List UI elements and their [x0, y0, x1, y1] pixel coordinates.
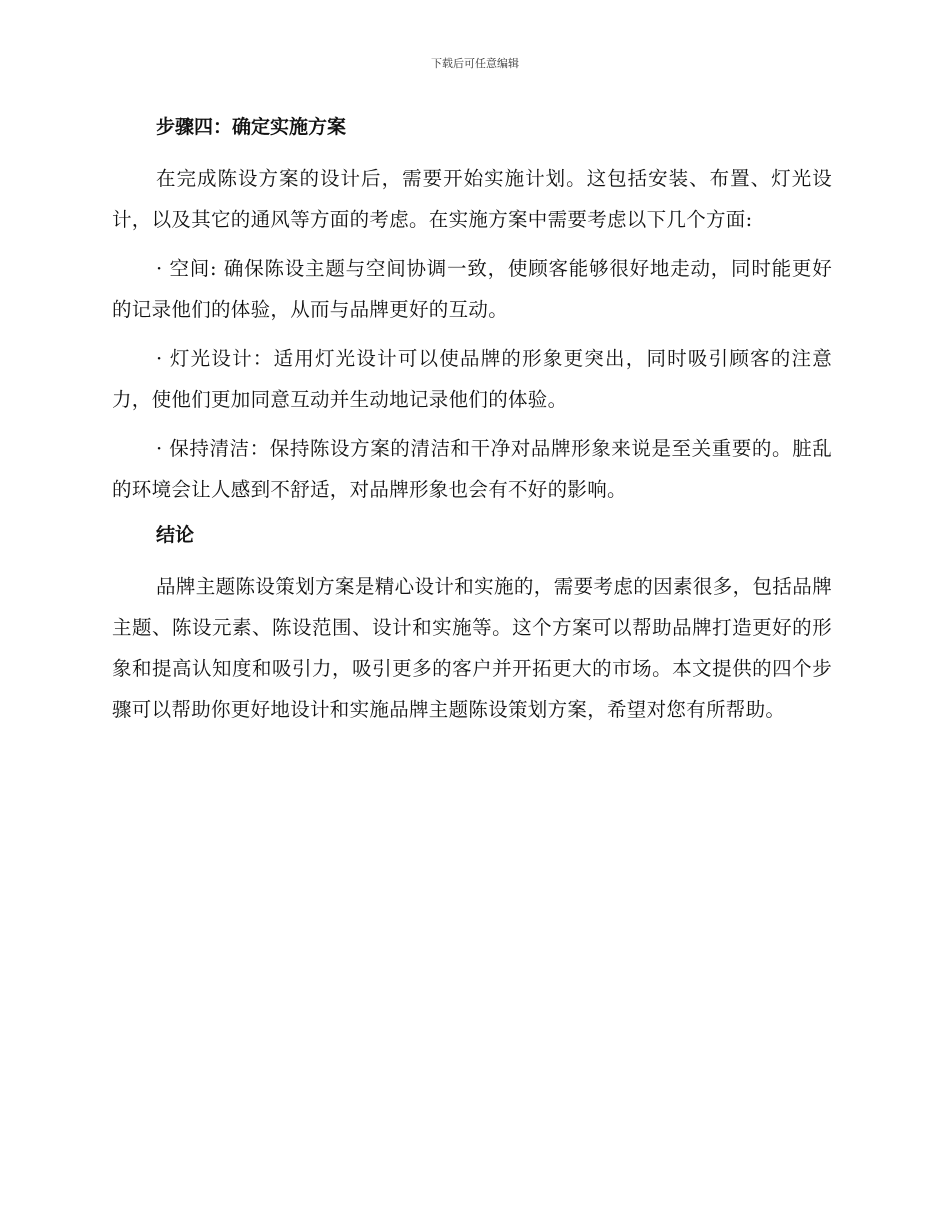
header-note: 下载后可任意编辑: [431, 57, 519, 70]
conclusion-heading: 结论: [156, 524, 195, 546]
document-body: [112, 110, 832, 738]
conclusion-paragraph: 品牌主题陈设策划方案是精心设计和实施的，需要考虑的因素很多，包括品牌主题、陈设元素、陈设范围、设计和实施等。这个方案可以帮助品牌打造更好的形象和提高认知度和吸引力，吸引更多的客户并开拓更大的市场。本文提供的四个步骤可以帮助你更好地设计和实施品牌主题陈设策划方案，希望对您有所帮助。: [112, 575, 832, 721]
bullet-lighting-paragraph: · 灯光设计：适用灯光设计可以使品牌的形象更突出，同时吸引顾客的注意力，使他们更加同意互动并生动地记录他们的体验。: [112, 347, 832, 411]
step4-intro-paragraph: 在完成陈设方案的设计后，需要开始实施计划。这包括安装、布置、灯光设计，以及其它的通风等方面的考虑。在实施方案中需要考虑以下几个方面:: [112, 167, 832, 231]
step4-heading: 步骤四：确定实施方案: [156, 116, 347, 138]
bullet-cleanliness-paragraph: · 保持清洁：保持陈设方案的清洁和干净对品牌形象来说是至关重要的。脏乱的环境会让人感到不舒适，对品牌形象也会有不好的影响。: [112, 437, 832, 501]
bullet-space-paragraph: · 空间: 确保陈设主题与空间协调一致，使顾客能够很好地走动，同时能更好的记录他们的体验，从而与品牌更好的互动。: [112, 257, 832, 321]
